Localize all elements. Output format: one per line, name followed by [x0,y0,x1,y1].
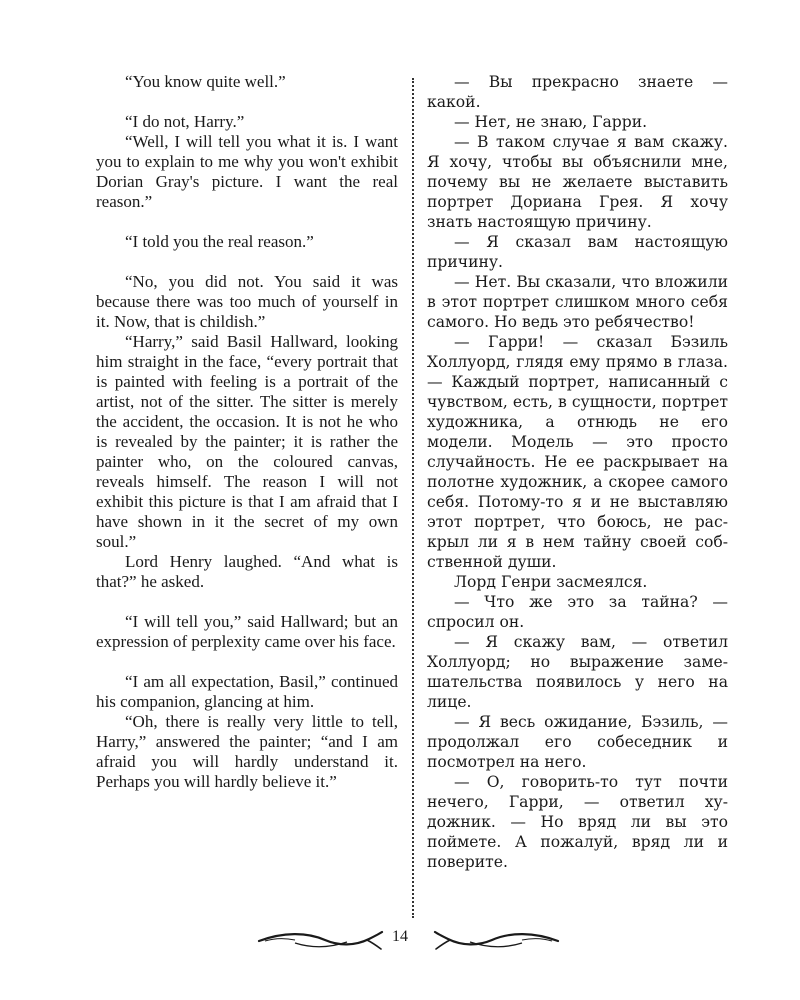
en-paragraph: “You know quite well.” [125,72,286,91]
en-paragraph: “Well, I will tell you what it is. I want you to explain to me why you won't exhibit Dorian Gray's picture. I want the real reason.” [96,132,398,211]
ru-paragraph: — Что же это за тайна? — спросил он. [427,593,728,631]
column-divider [412,78,414,918]
en-paragraph: “I do not, Harry.” [125,112,245,131]
en-paragraph: “Oh, there is really very little to tell, Harry,” answered the painter; “and I am afraid you will hardly understand it. Perhaps you will hardly believe it.” [96,712,398,791]
ru-paragraph: Лорд Генри засмеялся. [454,573,648,591]
en-paragraph: “Harry,” said Basil Hallward, looking him straight in the face, “every portrait that is painted with feeling is a portrait of the artist, not of the sitter. The sitter is merely the accident, the occasion. It is not he who is revealed by the painter; it is rather the painter who, on the coloured canvas, reveals himself. The reason I will not exhibit this picture is that I am afraid that I have shown in it the secret of my own soul.” [96,332,398,551]
ru-paragraph: — Нет, не знаю, Гарри. [454,113,648,131]
ru-paragraph: — В таком случае я вам скажу. Я хочу, чтобы вы объяснили мне, почему вы не желаете выставить портрет Дориана Грея. Я хочу знать настоящую причину. [427,133,728,231]
en-paragraph: “No, you did not. You said it was because there was too much of yourself in it. Now, that is childish.” [96,272,398,331]
flourish-ornament-icon [255,928,385,952]
flourish-ornament-icon [432,928,562,952]
ru-paragraph: — Нет. Вы сказали, что вложили в этот портрет слишком много себя самого. Но ведь это ребячество! [427,273,728,331]
ru-paragraph: — Я сказал вам настоящую причину. [427,233,728,271]
en-paragraph: Lord Henry laughed. “And what is that?” he asked. [96,552,398,591]
ru-paragraph: — Я скажу вам, — ответил Холлуорд; но выражение замешательства появилось у него на лице. [427,633,728,711]
russian-text-column [427,72,728,872]
ru-paragraph: — Я весь ожидание, Бэзиль, — продолжал его собеседник и посмотрел на него. [427,713,728,771]
en-paragraph: “I told you the real reason.” [125,232,314,251]
ru-paragraph: — О, говорить-то тут почти нечего, Гарри, — ответил художник. — Но вряд ли вы это поймете. А пожалуй, вряд ли и поверите. [427,773,728,871]
ru-paragraph: — Гарри! — сказал Бэзиль Холлуорд, глядя ему прямо в глаза. — Каждый портрет, написанный с чувством, есть, в сущности, портрет художника, а отнюдь не его модели. Модель — это просто случайность. Не ее раскрывает на полотне художник, а скорее самого себя. Потому-то я и не выставляю этот портрет, что боюсь, не раскрыл ли я в нем тайну своей собственной души. [427,333,728,571]
ru-paragraph: — Вы прекрасно знаете — какой. [427,73,728,111]
page-number: 14 [392,928,408,945]
page-footer [0,926,800,956]
en-paragraph: “I will tell you,” said Hallward; but an expression of perplexity came over his face. [96,612,398,651]
en-paragraph: “I am all expectation, Basil,” continued his companion, glancing at him. [96,672,398,711]
english-text-column [96,72,398,792]
